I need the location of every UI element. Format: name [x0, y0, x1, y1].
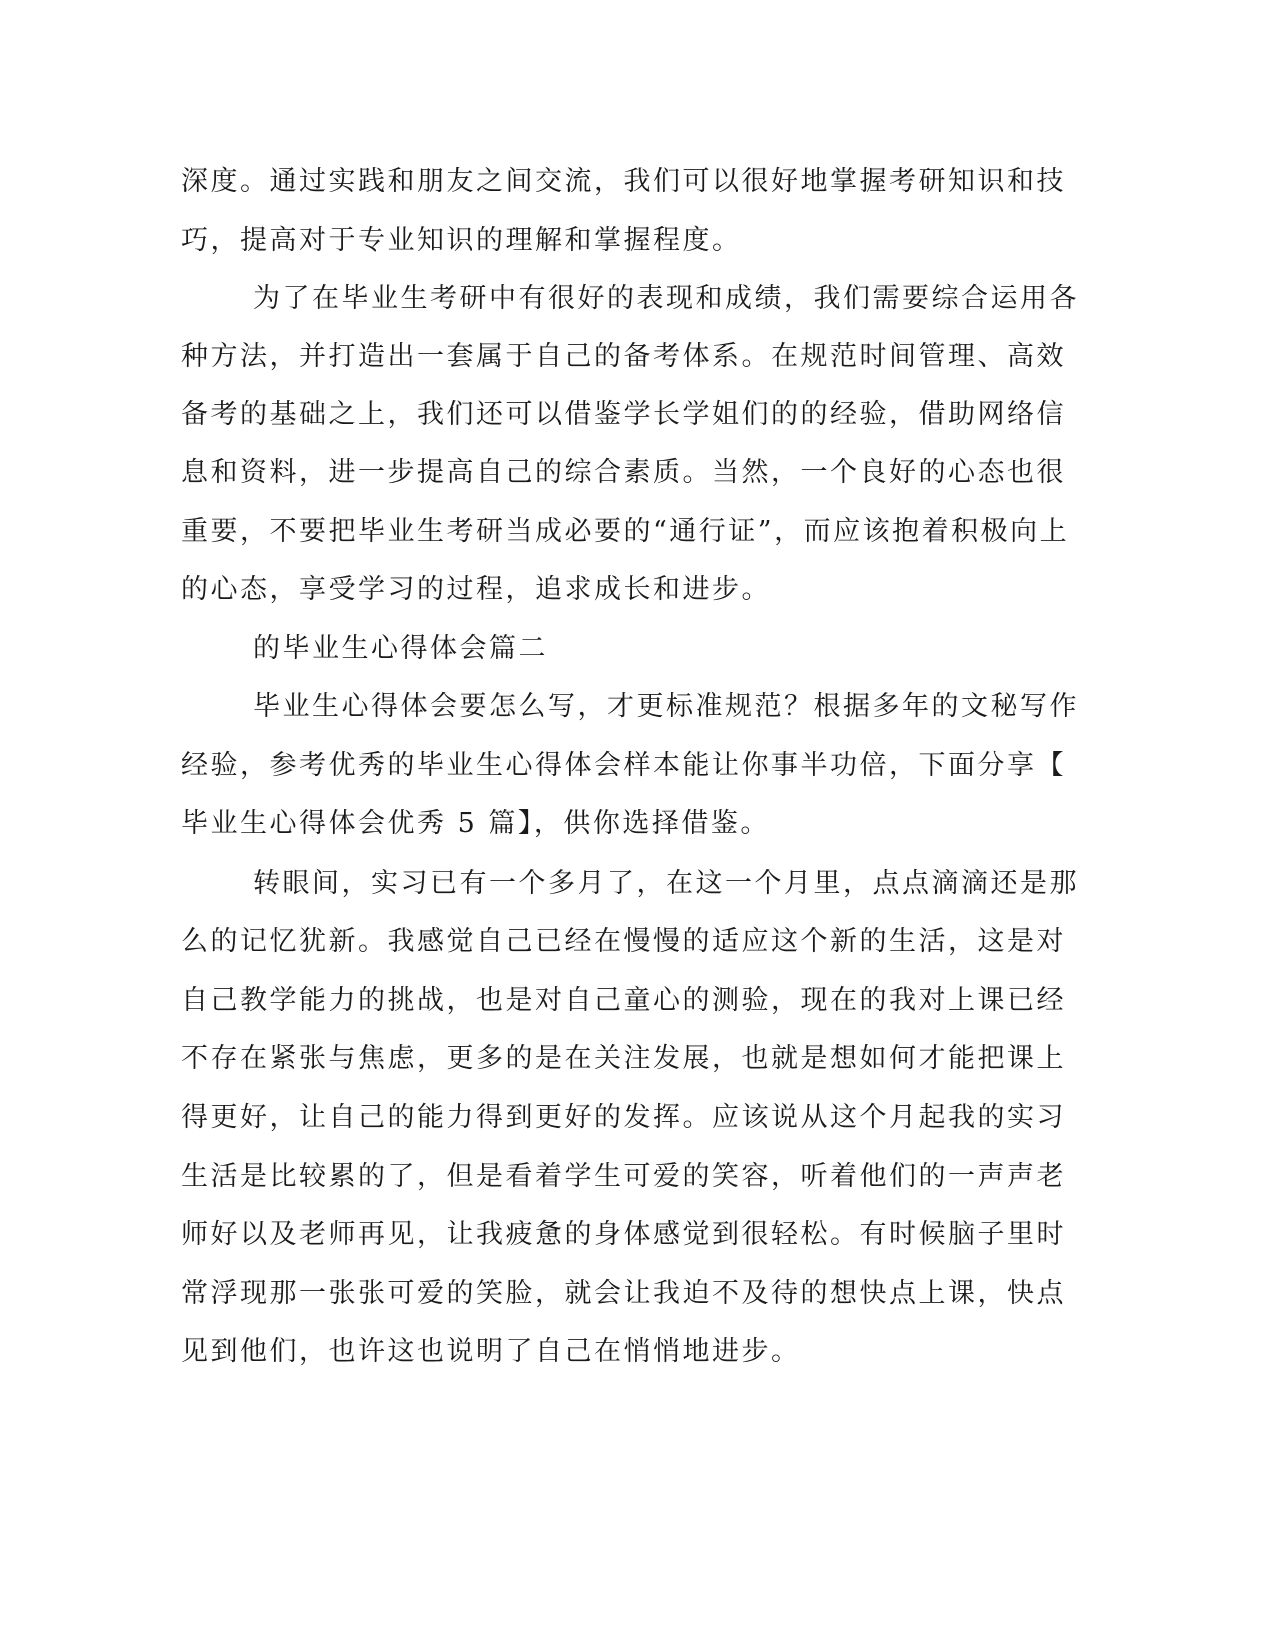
text-line: 见到他们，也许这也说明了自己在悄悄地进步。 — [181, 1336, 801, 1367]
text-line: 常浮现那一张张可爱的笑脸，就会让我迫不及待的想快点上课，快点 — [181, 1278, 1066, 1309]
paragraph-start-line: 为了在毕业生考研中有很好的表现和成绩，我们需要综合运用各 — [253, 283, 1079, 314]
text-line: 重要，不要把毕业生考研当成必要的“通行证”，而应该抱着积极向上 — [181, 516, 1070, 547]
text-line: 自己教学能力的挑战，也是对自己童心的测验，现在的我对上课已经 — [181, 985, 1066, 1016]
text-line: 深度。通过实践和朋友之间交流，我们可以很好地掌握考研知识和技 — [181, 166, 1066, 197]
text-line: 不存在紧张与焦虑，更多的是在关注发展，也就是想如何才能把课上 — [181, 1043, 1066, 1074]
text-line: 巧，提高对于专业知识的理解和掌握程度。 — [181, 225, 742, 256]
text-line: 生活是比较累的了，但是看着学生可爱的笑容，听着他们的一声声老 — [181, 1161, 1066, 1192]
text-line: 备考的基础之上，我们还可以借鉴学长学姐们的的经验，借助网络信 — [181, 399, 1066, 430]
section-heading: 的毕业生心得体会篇二 — [253, 633, 548, 664]
text-line: 么的记忆犹新。我感觉自己已经在慢慢的适应这个新的生活，这是对 — [181, 926, 1066, 957]
paragraph-start-line: 毕业生心得体会要怎么写，才更标准规范？根据多年的文秘写作 — [253, 691, 1079, 722]
text-line: 的心态，享受学习的过程，追求成长和进步。 — [181, 574, 771, 605]
text-line: 息和资料，进一步提高自己的综合素质。当然，一个良好的心态也很 — [181, 457, 1066, 488]
text-line: 经验，参考优秀的毕业生心得体会样本能让你事半功倍，下面分享【 — [181, 750, 1066, 781]
text-line: 得更好，让自己的能力得到更好的发挥。应该说从这个月起我的实习 — [181, 1102, 1066, 1133]
text-line: 种方法，并打造出一套属于自己的备考体系。在规范时间管理、高效 — [181, 341, 1066, 372]
text-line: 师好以及老师再见，让我疲惫的身体感觉到很轻松。有时候脑子里时 — [181, 1219, 1066, 1250]
paragraph-start-line: 转眼间，实习已有一个多月了，在这一个月里，点点滴滴还是那 — [253, 868, 1079, 899]
text-line: 毕业生心得体会优秀 5 篇】，供你选择借鉴。 — [181, 808, 770, 839]
